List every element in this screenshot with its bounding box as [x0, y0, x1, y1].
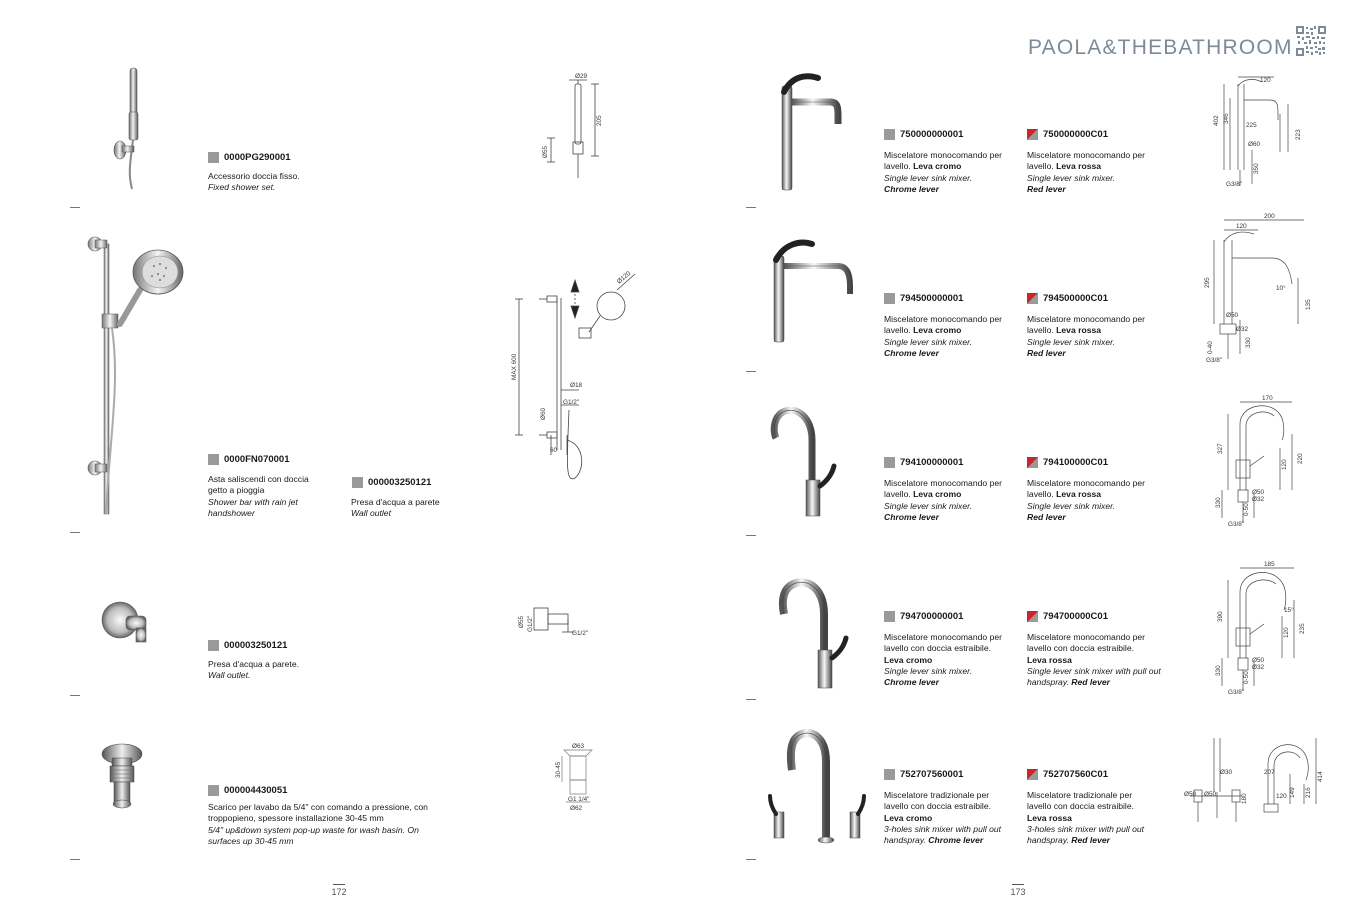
description-it: Miscelatore tradizionale per lavello con doccia estraibile.	[884, 790, 992, 812]
lever-it: Leva cromo	[913, 325, 962, 336]
dim-label: Ø30	[1220, 769, 1233, 776]
dim-label: Ø60	[1248, 141, 1261, 148]
dim-label: 149	[1289, 787, 1296, 798]
dim-label: 295	[1204, 277, 1211, 288]
product-code	[352, 477, 431, 488]
product-description	[1027, 632, 1161, 688]
lever-it: Leva rossa	[1056, 161, 1102, 172]
dim-label: 180	[1241, 793, 1248, 804]
separator	[746, 535, 756, 536]
product-code-text: 794700000001	[900, 611, 964, 622]
dim-label: 120	[1236, 223, 1247, 230]
dim-label: 120	[1260, 77, 1271, 84]
description-en: 5/4" up&down system pop-up waste for wash basin. On surfaces up 30-45 mm	[208, 824, 419, 846]
product-code	[1027, 457, 1108, 468]
product-code	[208, 785, 287, 796]
red-swatch	[1027, 457, 1038, 468]
dim-label: 216	[1305, 787, 1312, 798]
description-en: Single lever sink mixer.	[884, 665, 973, 676]
product-code-text: 0000FN070001	[224, 454, 290, 465]
dim-label: Ø60	[540, 407, 547, 420]
lever-it: Leva cromo	[913, 489, 962, 500]
dim-label: 207	[1264, 769, 1275, 776]
dim-label: G3/8"	[1228, 521, 1245, 528]
chrome-swatch	[884, 457, 895, 468]
product-code	[1027, 129, 1108, 140]
separator	[746, 699, 756, 700]
dim-label: 327	[1217, 443, 1224, 454]
dim-label: Ø50	[1252, 657, 1265, 664]
dim-label: 120	[1283, 627, 1290, 638]
page-number: 172	[324, 884, 354, 897]
separator	[70, 695, 80, 696]
lever-en: Chrome lever	[884, 347, 939, 358]
lever-it: Leva rossa	[1056, 489, 1102, 500]
dim-label: Ø120	[615, 270, 633, 286]
dim-label: G3/8"	[1228, 689, 1245, 696]
dim-label: 330	[1215, 665, 1222, 676]
product-description	[884, 790, 1014, 846]
lever-en: Red lever	[1027, 347, 1066, 358]
dim-label: Ø62	[570, 805, 583, 812]
qr-code	[1296, 26, 1326, 56]
product-description	[208, 171, 338, 194]
product-code-text: 752707560001	[900, 769, 964, 780]
dim-label: G1/2"	[527, 615, 534, 632]
mixer-image	[772, 66, 852, 194]
product-description	[1027, 150, 1157, 195]
product-description	[1027, 478, 1157, 523]
product-description	[351, 497, 471, 520]
red-swatch	[1027, 611, 1038, 622]
lever-en: Red lever	[1071, 677, 1110, 688]
description-en: Single lever sink mixer with pull out handspray.	[1027, 665, 1161, 688]
product-code	[208, 454, 290, 465]
description-it: Presa d'acqua a parete	[351, 497, 440, 507]
dim-label: 350	[1253, 163, 1260, 174]
product-code	[208, 152, 291, 163]
description-it: Miscelatore monocomando per lavello.	[884, 150, 1002, 172]
dim-label: 235	[1299, 623, 1306, 634]
description-it: Miscelatore monocomando per lavello.	[884, 314, 1002, 336]
wall-outlet-image	[96, 596, 156, 648]
product-code-text: 752707560C01	[1043, 769, 1108, 780]
dim-label: 15°	[1284, 607, 1294, 614]
product-code-text: 000004430051	[224, 785, 288, 796]
pop-up-waste-image	[100, 740, 146, 812]
wall-outlet-drawing	[512, 604, 602, 644]
lever-en: Chrome lever	[884, 183, 939, 194]
dim-label: 170	[1262, 395, 1273, 402]
description-it: Accessorio doccia fisso.	[208, 171, 300, 181]
dim-label: G1/2"	[572, 630, 589, 637]
description-en: Single lever sink mixer.	[884, 172, 973, 183]
description-en: Fixed shower set.	[208, 182, 276, 193]
shower-bar-drawing	[505, 270, 645, 485]
lever-en: Chrome lever	[884, 677, 939, 688]
product-code	[1027, 611, 1108, 622]
dim-label: 135	[1305, 299, 1312, 310]
chrome-swatch	[884, 129, 895, 140]
lever-it: Leva cromo	[884, 654, 933, 665]
mixer-image	[766, 236, 862, 344]
product-description	[208, 802, 428, 847]
mixer-drawing	[1180, 734, 1324, 830]
pop-up-waste-drawing	[552, 740, 612, 815]
mixer-drawing	[1210, 394, 1310, 530]
dim-label: G1/2"	[563, 399, 580, 406]
shower-bar-image	[80, 234, 190, 520]
product-code	[1027, 769, 1108, 780]
description-en: Shower bar with rain jet handshower	[208, 496, 298, 518]
dim-label: 220	[1297, 453, 1304, 464]
dim-label: 225	[1246, 122, 1257, 129]
description-it: Miscelatore tradizionale per lavello con doccia estraibile.	[1027, 790, 1135, 812]
product-code	[884, 293, 963, 304]
dim-label: Ø29	[575, 73, 588, 80]
product-code-text: 750000000001	[900, 129, 964, 140]
product-description	[208, 659, 338, 682]
separator	[70, 207, 80, 208]
separator	[746, 207, 756, 208]
lever-it: Leva cromo	[913, 161, 962, 172]
page-number: 173	[1003, 884, 1033, 897]
chrome-swatch	[208, 454, 219, 465]
product-code	[884, 129, 963, 140]
chrome-swatch	[884, 769, 895, 780]
dim-label: 120	[1281, 459, 1288, 470]
mixer-drawing	[1210, 560, 1310, 698]
product-code	[884, 769, 963, 780]
description-en: 3-holes sink mixer with pull out handspray.	[884, 823, 1002, 846]
red-swatch	[1027, 769, 1038, 780]
dim-label: 200	[1264, 213, 1275, 220]
dim-label: Ø32	[1252, 664, 1265, 671]
mixer-image	[768, 400, 858, 520]
product-code	[1027, 293, 1108, 304]
mixer-image	[766, 726, 866, 848]
dim-label: 0-50	[1243, 671, 1250, 684]
product-code-text: 0000PG290001	[224, 152, 291, 163]
dim-label: 330	[1245, 337, 1252, 348]
dim-label: Ø55	[518, 615, 525, 628]
dim-label: Ø50	[1226, 312, 1239, 319]
dim-label: Ø32	[1236, 326, 1249, 333]
description-en: Wall outlet.	[208, 670, 251, 681]
dim-label: G3/8"	[1206, 357, 1223, 364]
separator	[746, 859, 756, 860]
dim-label: Ø18	[570, 382, 583, 389]
dim-label: Ø50	[1184, 791, 1197, 798]
dim-label: 414	[1317, 771, 1324, 782]
product-description	[884, 478, 1004, 523]
description-it: Miscelatore monocomando per lavello con doccia estraibile.	[1027, 632, 1145, 654]
dim-label: 402	[1213, 115, 1220, 126]
separator	[70, 859, 80, 860]
lever-it: Leva cromo	[884, 812, 933, 823]
dim-label: 223	[1295, 129, 1302, 140]
product-code-text: 794500000001	[900, 293, 964, 304]
chrome-swatch	[884, 293, 895, 304]
product-description	[1027, 314, 1157, 359]
product-code-text: 000003250121	[368, 477, 432, 488]
product-code-text: 750000000C01	[1043, 129, 1108, 140]
dim-label: 346	[1223, 113, 1230, 124]
description-en: Wall outlet	[351, 508, 391, 519]
lever-it: Leva rossa	[1027, 654, 1072, 665]
dim-label: 30-45	[555, 761, 562, 778]
description-en: 3-holes sink mixer with pull out handspray.	[1027, 823, 1145, 846]
chrome-swatch	[208, 785, 219, 796]
separator	[70, 532, 80, 533]
red-swatch	[1027, 293, 1038, 304]
description-en: Single lever sink mixer.	[884, 500, 973, 511]
product-code-text: 794100000C01	[1043, 457, 1108, 468]
dim-label: Ø50	[1252, 489, 1265, 496]
product-code-text: 000003250121	[224, 640, 288, 651]
dim-label: 60	[550, 447, 558, 454]
description-en: Single lever sink mixer.	[884, 336, 973, 347]
dim-label: 0-40	[1207, 341, 1214, 354]
chrome-swatch	[884, 611, 895, 622]
lever-it: Leva rossa	[1056, 325, 1102, 336]
chrome-swatch	[208, 152, 219, 163]
description-en: Single lever sink mixer.	[1027, 172, 1116, 183]
dim-label: 185	[1264, 561, 1275, 568]
lever-en: Chrome lever	[884, 511, 939, 522]
mixer-drawing	[1200, 214, 1316, 364]
separator	[746, 371, 756, 372]
description-it: Miscelatore monocomando per lavello.	[884, 478, 1002, 500]
dim-label: 10°	[1276, 285, 1286, 292]
lever-en: Chrome lever	[928, 835, 984, 846]
product-description	[884, 632, 1008, 688]
lever-it: Leva rossa	[1027, 812, 1072, 823]
mixer-image	[776, 574, 862, 690]
lever-en: Red lever	[1027, 511, 1066, 522]
dim-label: 120	[1276, 793, 1287, 800]
description-it: Presa d'acqua a parete.	[208, 659, 299, 669]
product-description	[208, 474, 328, 519]
product-description	[884, 314, 1004, 359]
dim-label: 205	[596, 115, 603, 126]
dim-label: Ø55	[542, 145, 549, 158]
product-code	[884, 457, 963, 468]
description-it: Scarico per lavabo da 5/4" con comando a pressione, con troppopieno, spessore installazione 30-45 mm	[208, 802, 428, 824]
product-description	[884, 150, 1004, 195]
product-code	[208, 640, 287, 651]
product-code-text: 794700000C01	[1043, 611, 1108, 622]
description-it: Miscelatore monocomando per lavello.	[1027, 314, 1145, 336]
product-code-text: 794100000001	[900, 457, 964, 468]
dim-label: 0-50	[1243, 503, 1250, 516]
dim-label: Ø32	[1252, 496, 1265, 503]
product-code	[884, 611, 963, 622]
description-en: Single lever sink mixer.	[1027, 336, 1116, 347]
description-en: Single lever sink mixer.	[1027, 500, 1116, 511]
product-description	[1027, 790, 1157, 846]
description-it: Miscelatore monocomando per lavello.	[1027, 150, 1145, 172]
dim-label: 390	[1217, 611, 1224, 622]
fixed-shower-set-image	[100, 64, 150, 194]
mixer-drawing	[1208, 74, 1308, 194]
red-swatch	[1027, 129, 1038, 140]
dim-label: G1 1/4"	[568, 796, 590, 803]
description-it: Miscelatore monocomando per lavello con doccia estraibile.	[884, 632, 1002, 654]
lever-en: Red lever	[1027, 183, 1066, 194]
product-code-text: 794500000C01	[1043, 293, 1108, 304]
chrome-swatch	[352, 477, 363, 488]
description-it: Asta saliscendi con doccia getto a pioggia	[208, 474, 309, 496]
fixed-shower-set-drawing	[535, 74, 615, 184]
dim-label: MAX 600	[511, 353, 518, 380]
dim-label: 330	[1215, 497, 1222, 508]
dim-label: G3/8"	[1226, 181, 1243, 188]
lever-en: Red lever	[1071, 835, 1110, 846]
chrome-swatch	[208, 640, 219, 651]
brand-title: PAOLA&THEBATHROOM	[1028, 36, 1293, 59]
dim-label: Ø50	[1204, 791, 1217, 798]
dim-label: Ø63	[572, 743, 585, 750]
description-it: Miscelatore monocomando per lavello.	[1027, 478, 1145, 500]
